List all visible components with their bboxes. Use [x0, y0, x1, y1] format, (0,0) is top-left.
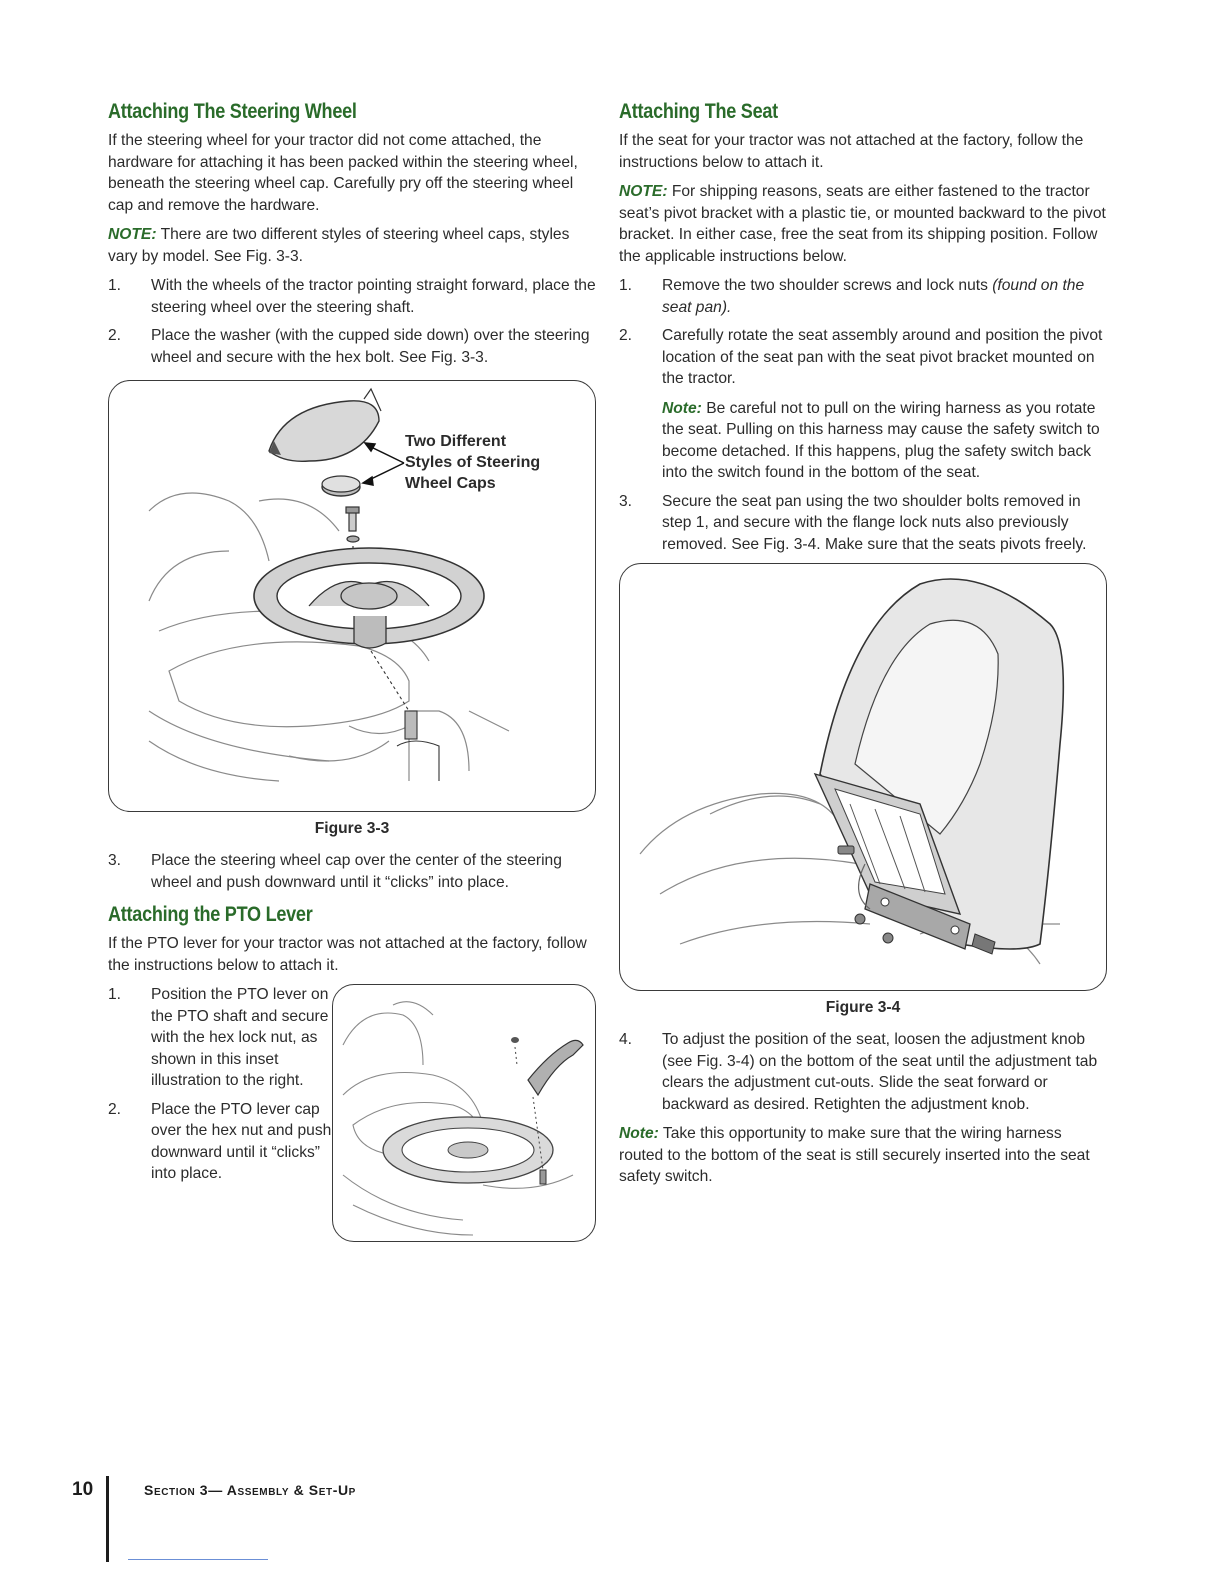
steering-note: [108, 224, 596, 267]
steering-wheel-icon: [254, 548, 484, 648]
figure-3-3-caption: Figure 3-3: [314, 820, 390, 837]
pto-wheel-icon: [383, 1117, 553, 1183]
footer-divider: [106, 1476, 109, 1562]
seat-note: [619, 181, 1107, 267]
steering-step-3: [108, 850, 596, 893]
note-label: Note:: [662, 399, 702, 417]
bottom-rule: [128, 1559, 268, 1560]
pto-intro: If the PTO lever for your tractor was not attached at the factory, follow the instructions below to attach it.: [108, 935, 587, 974]
figure-3-3: [108, 380, 596, 812]
left-column: [108, 100, 596, 1242]
steering-cap-large-icon: [269, 389, 381, 461]
step-number: 3.: [108, 852, 122, 869]
step-number: 1.: [108, 277, 122, 294]
note-text: There are two different styles of steering wheel caps, styles vary by model. See Fig. 3-3.: [108, 226, 570, 265]
list-item: [108, 984, 338, 1092]
pto-steps: [108, 984, 338, 1192]
list-item: [108, 1099, 338, 1185]
note-text: For shipping reasons, seats are either fastened to the tractor seat’s pivot bracket with a plastic tie, or mounted backward to the pivot bracket. In either case, free the seat from its shipping position. Follow the applicable instructions below.: [619, 183, 1106, 265]
list-item: [108, 850, 596, 893]
step-number: 2.: [619, 327, 633, 344]
right-column: [619, 100, 1107, 1196]
step-number: 3.: [619, 492, 633, 510]
callout-line: Two Different: [405, 433, 507, 450]
callout-arrows: [363, 443, 404, 485]
seat-illustration: [620, 564, 1106, 990]
step-number: 2.: [108, 327, 122, 344]
steering-intro: If the steering wheel for your tractor did not come attached, the hardware for attaching it has been packed within the steering wheel, beneath the steering wheel cap. Carefully pry off the steering wheel cap and remove the hardware.: [108, 132, 578, 214]
step-text: Remove the two shoulder screws and lock nuts: [662, 277, 993, 294]
seat-heading: Attaching The Seat: [619, 100, 778, 123]
note-label: NOTE:: [108, 226, 157, 243]
step-text: To adjust the position of the seat, loosen the adjustment knob (see Fig. 3-4) on the bottom of the seat until the adjustment tab clears the adjustment cut-outs. Slide the seat forward or backward as desired. Retighten the adjustment knob.: [662, 1031, 1098, 1113]
step-number: 1.: [619, 277, 633, 294]
callout-line: Wheel Caps: [405, 475, 496, 492]
step-text: With the wheels of the tractor pointing straight forward, place the steering wheel over the steering shaft.: [151, 277, 596, 316]
seat-final-note: [619, 1123, 1107, 1188]
step-text: Place the washer (with the cupped side down) over the steering wheel and secure with the hex bolt. See Fig. 3-3.: [151, 327, 590, 366]
caps-callout: [405, 431, 540, 494]
list-item: [619, 491, 1107, 556]
list-item: [108, 275, 596, 318]
steering-cap-small-icon: [322, 476, 360, 496]
pto-section: [108, 984, 596, 1242]
list-item: [619, 275, 1107, 318]
steering-steps: [108, 275, 596, 368]
page-number: 10: [72, 1479, 94, 1500]
pto-lever-heading: Attaching the PTO Lever: [108, 903, 313, 926]
seat-step-4: [619, 1029, 1107, 1115]
step-number: 1.: [108, 986, 122, 1003]
seat-steps: [619, 275, 1107, 555]
list-item: [619, 1029, 1107, 1115]
note-text: Take this opportunity to make sure that the wiring harness routed to the bottom of the seat is still securely inserted into the seat safety switch.: [619, 1125, 1090, 1185]
callout-line: Styles of Steering: [405, 454, 541, 471]
seat-intro: If the seat for your tractor was not attached at the factory, follow the instructions below to attach it.: [619, 132, 1084, 171]
section-title: Section 3— Assembly & Set-Up: [144, 1482, 356, 1498]
step-italic: (found on the seat pan).: [662, 277, 1085, 316]
list-item: [619, 325, 1107, 484]
step-number: 2.: [108, 1100, 122, 1118]
note-text: Be careful not to pull on the wiring harness as you rotate the seat. Pulling on this harness may cause the safety switch to become detached. If this happens, plug the safety switch back into the switch found in the bottom of the seat.: [662, 399, 1100, 481]
step-text: Place the PTO lever cap over the hex nut and push downward until it “clicks” into place.: [151, 1100, 332, 1182]
step-text: Carefully rotate the seat assembly around and position the pivot location of the seat pan with the seat pivot bracket mounted on the tractor.: [662, 327, 1103, 387]
steering-wheel-heading: Attaching The Steering Wheel: [108, 100, 357, 123]
pto-lever-illustration: [333, 985, 595, 1241]
list-item: [108, 325, 596, 368]
step-2-note: [662, 398, 1107, 484]
figure-3-4: [619, 563, 1107, 991]
step-text: Secure the seat pan using the two shoulder bolts removed in step 1, and secure with the flange lock nuts also previously removed. See Fig. 3-4. Make sure that the seats pivots freely.: [662, 492, 1087, 553]
step-text: Place the steering wheel cap over the center of the steering wheel and push downward until it “clicks” into place.: [151, 852, 562, 891]
step-number: 4.: [619, 1031, 633, 1048]
figure-3-4-caption: Figure 3-4: [825, 999, 901, 1016]
note-label: NOTE:: [619, 183, 668, 200]
note-label: Note:: [619, 1125, 659, 1142]
step-text: Position the PTO lever on the PTO shaft and secure with the hex lock nut, as shown in this inset illustration to the right.: [151, 986, 329, 1089]
pto-lever-inset-figure: [332, 984, 596, 1242]
